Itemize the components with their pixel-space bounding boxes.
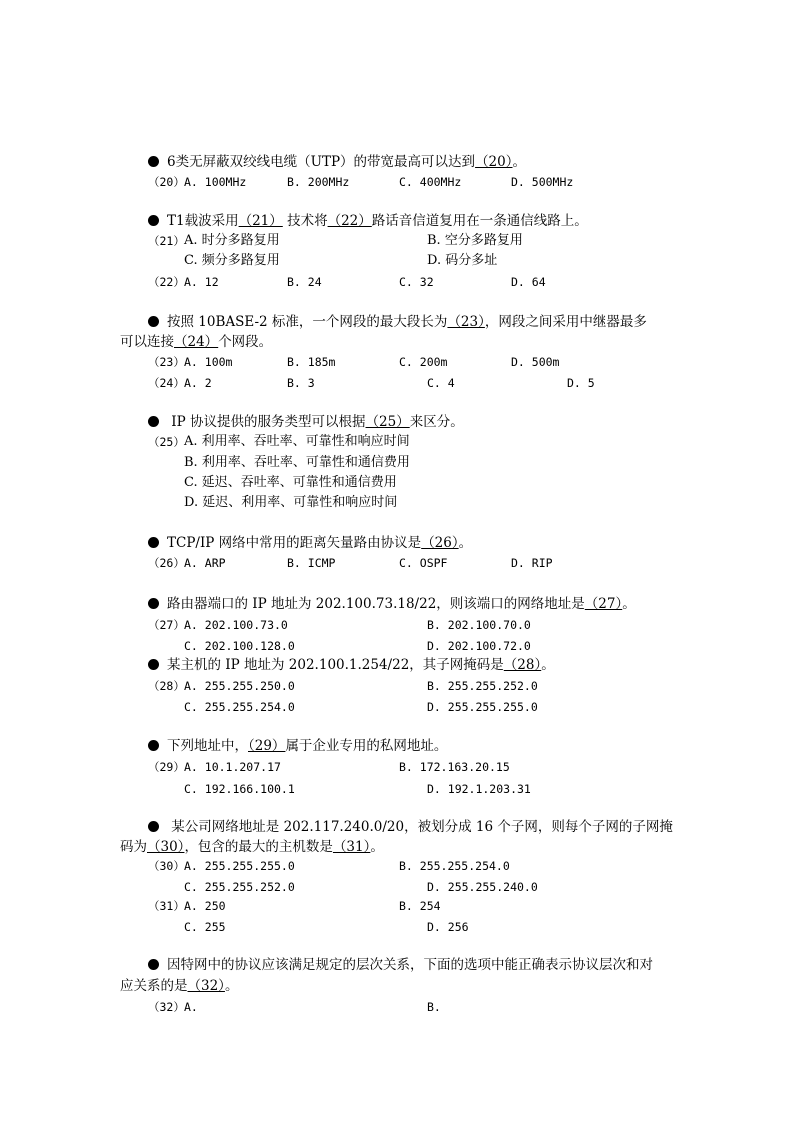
bullet-icon xyxy=(148,598,159,609)
bullet-icon xyxy=(148,959,159,970)
option-20-b: B. 200MHz xyxy=(287,175,350,189)
option-num-29: （29） xyxy=(148,760,185,774)
option-21-b: B. 空分多路复用 xyxy=(427,233,523,248)
question-21: T1载波采用（21） 技术将（22）路话音信道复用在一条通信线路上。 xyxy=(148,212,588,230)
option-23-b: B. 185m xyxy=(287,355,336,369)
option-26-c: C. OSPF xyxy=(399,556,448,570)
option-20-a: A. 100MHz xyxy=(184,175,247,189)
option-28-b: B. 255.255.252.0 xyxy=(427,679,538,693)
option-27-d: D. 202.100.72.0 xyxy=(427,639,531,653)
option-num-28: （28） xyxy=(148,679,185,693)
option-30-c: C. 255.255.252.0 xyxy=(184,880,295,894)
option-32-b: B. xyxy=(427,1000,441,1014)
bullet-icon xyxy=(148,740,159,751)
option-22-b: B. 24 xyxy=(287,275,322,289)
option-28-a: A. 255.255.250.0 xyxy=(184,679,295,693)
question-32-cont: 应关系的是（32）。 xyxy=(120,978,239,994)
option-26-d: D. RIP xyxy=(511,556,553,570)
bullet-icon xyxy=(148,316,159,327)
option-20-c: C. 400MHz xyxy=(399,175,462,189)
option-24-a: A. 2 xyxy=(184,376,212,390)
option-30-a: A. 255.255.255.0 xyxy=(184,859,295,873)
option-31-b: B. 254 xyxy=(399,899,441,913)
option-27-c: C. 202.100.128.0 xyxy=(184,639,295,653)
option-29-d: D. 192.1.203.31 xyxy=(427,782,531,796)
option-24-b: B. 3 xyxy=(287,376,315,390)
option-32-a: A. xyxy=(184,1000,198,1014)
option-21-a: A. 时分多路复用 xyxy=(184,233,280,248)
option-27-a: A. 202.100.73.0 xyxy=(184,618,288,632)
question-23-cont: 可以连接（24）个网段。 xyxy=(120,334,273,350)
option-num-32: （32） xyxy=(148,1000,185,1014)
question-28: 某主机的 IP 地址为 202.100.1.254/22，其子网掩码是（28）。 xyxy=(148,656,555,674)
question-26: TCP/IP 网络中常用的距离矢量路由协议是（26）。 xyxy=(148,534,472,552)
option-25-a: A. 利用率、吞吐率、可靠性和响应时间 xyxy=(184,434,410,449)
option-20-d: D. 500MHz xyxy=(511,175,574,189)
question-23: 按照 10BASE-2 标准，一个网段的最大段长为（23），网段之间采用中继器最多 xyxy=(148,313,647,331)
option-31-d: D. 256 xyxy=(427,920,469,934)
bullet-icon xyxy=(148,416,159,427)
question-32: 因特网中的协议应该满足规定的层次关系，下面的选项中能正确表示协议层次和对 xyxy=(148,956,653,974)
option-24-c: C. 4 xyxy=(427,376,455,390)
option-num-27: （27） xyxy=(148,618,185,632)
option-23-c: C. 200m xyxy=(399,355,448,369)
option-25-b: B. 利用率、吞吐率、可靠性和通信费用 xyxy=(184,455,410,470)
option-num-23: （23） xyxy=(148,355,185,369)
option-num-25: （25） xyxy=(148,435,185,449)
option-21-c: C. 频分多路复用 xyxy=(184,253,280,268)
question-27: 路由器端口的 IP 地址为 202.100.73.18/22，则该端口的网络地址是（27）。 xyxy=(148,595,636,613)
option-24-d: D. 5 xyxy=(567,376,595,390)
option-26-a: A. ARP xyxy=(184,556,226,570)
bullet-icon xyxy=(148,659,159,670)
option-25-c: C. 延迟、吞吐率、可靠性和通信费用 xyxy=(184,475,397,490)
bullet-icon xyxy=(148,156,159,167)
option-26-b: B. ICMP xyxy=(287,556,336,570)
option-num-24: （24） xyxy=(148,376,185,390)
option-30-d: D. 255.255.240.0 xyxy=(427,880,538,894)
option-21-d: D. 码分多址 xyxy=(427,253,498,268)
option-31-c: C. 255 xyxy=(184,920,226,934)
option-28-d: D. 255.255.255.0 xyxy=(427,700,538,714)
option-num-21: （21） xyxy=(148,234,185,248)
option-27-b: B. 202.100.70.0 xyxy=(427,618,531,632)
option-num-31: （31） xyxy=(148,899,185,913)
option-25-d: D. 延迟、利用率、可靠性和响应时间 xyxy=(184,495,398,510)
option-29-c: C. 192.166.100.1 xyxy=(184,782,295,796)
question-29: 下列地址中，（29）属于企业专用的私网地址。 xyxy=(148,737,447,755)
option-22-a: A. 12 xyxy=(184,275,219,289)
option-23-a: A. 100m xyxy=(184,355,233,369)
option-31-a: A. 250 xyxy=(184,899,226,913)
bullet-icon xyxy=(148,537,159,548)
option-22-c: C. 32 xyxy=(399,275,434,289)
option-22-d: D. 64 xyxy=(511,275,546,289)
option-num-30: （30） xyxy=(148,859,185,873)
bullet-icon xyxy=(148,821,159,832)
question-30-cont: 码为（30），包含的最大的主机数是（31）。 xyxy=(120,839,384,855)
option-num-26: （26） xyxy=(148,556,185,570)
option-30-b: B. 255.255.254.0 xyxy=(399,859,510,873)
bullet-icon xyxy=(148,215,159,226)
question-30: 某公司网络地址是 202.117.240.0/20，被划分成 16 个子网，则每个子网的子网掩 xyxy=(148,818,673,836)
option-29-a: A. 10.1.207.17 xyxy=(184,760,281,774)
options-20: （20） xyxy=(148,175,185,189)
option-num-22: （22） xyxy=(148,275,185,289)
question-25: IP 协议提供的服务类型可以根据（25）来区分。 xyxy=(148,413,464,431)
option-28-c: C. 255.255.254.0 xyxy=(184,700,295,714)
option-23-d: D. 500m xyxy=(511,355,560,369)
question-20: 6类无屏蔽双绞线电缆（UTP）的带宽最高可以达到（20）。 xyxy=(148,153,526,171)
option-29-b: B. 172.163.20.15 xyxy=(399,760,510,774)
